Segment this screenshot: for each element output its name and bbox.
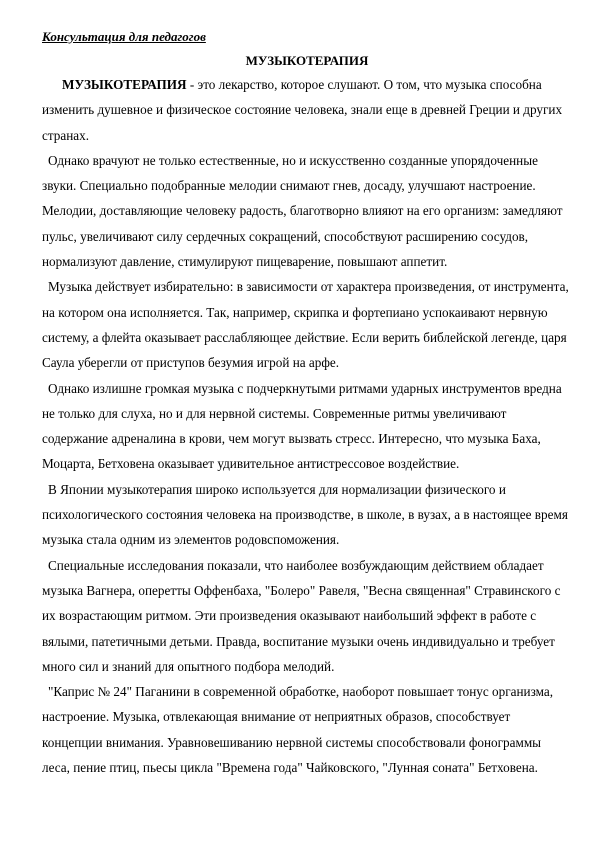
document-title: МУЗЫКОТЕРАПИЯ xyxy=(245,53,369,68)
intro-lead: МУЗЫКОТЕРАПИЯ xyxy=(62,77,187,92)
document-page xyxy=(42,28,572,780)
paragraph-5: Специальные исследования показали, что наиболее возбуждающим действием обладает музыка Вагнера, оперетты Оффенбаха, "Болеро" Равеля, "Весна священная" Стравинского с их возрастающим ритмом. Эти произведения оказывают наибольший эффект в работе с вялыми, патетичными детьми. Правда, воспитание музыки очень индивидуально и требует много сил и знаний для опытного подбора мелодий. xyxy=(42,557,561,674)
paragraph-4: В Японии музыкотерапия широко используется для нормализации физического и психологического состояния человека на производстве, в школе, в вузах, а в настоящее время музыка стала одним из элементов родовспоможения. xyxy=(42,481,568,548)
paragraph-2: Музыка действует избирательно: в зависимости от характера произведения, от инструмента, на котором она исполняется. Так, например, скрипка и фортепиано успокаивают нервную систему, а флейта оказывает расслабляющее действие. Если верить библейской легенде, царя Саула уберегли от приступов безумия игрой на арфе. xyxy=(42,279,569,371)
paragraph-1: Однако врачуют не только естественные, но и искусственно созданные упорядоченные звуки. Специально подобранные мелодии снимают гнев, досаду, улучшают настроение. Мелодии, доставляющие человеку радость, благотворно влияют на его организм: замедляют пульс, увеличивают силу сердечных сокращений, способствуют расширению сосудов, нормализуют давление, стимулируют пищеварение, повышают аппетит. xyxy=(42,152,563,270)
intro-paragraph xyxy=(42,72,572,148)
intro-text: - это лекарство, которое слушают. О том, что музыка способна изменить душевное и физическое состояние человека, знали еще в древней Греции и других странах. xyxy=(42,77,563,143)
document-header: Консультация для педагогов xyxy=(42,29,206,44)
paragraph-3: Однако излишне громкая музыка с подчеркнутыми ритмами ударных инструментов вредна не только для слуха, но и для нервной системы. Современные ритмы увеличивают содержание адреналина в крови, чем могут вызвать стресс. Интересно, что музыка Баха, Моцарта, Бетховена оказывает удивительное антистрессовое воздействие. xyxy=(42,380,562,472)
paragraph-6: "Каприс № 24" Паганини в современной обработке, наоборот повышает тонус организма, настроение. Музыка, отвлекающая внимание от неприятных образов, способствует концепции внимания. Уравновешиванию нервной системы способствовали фонограммы леса, пение птиц, пьесы цикла "Времена года" Чайковского, "Лунная соната" Бетховена. xyxy=(42,684,554,776)
